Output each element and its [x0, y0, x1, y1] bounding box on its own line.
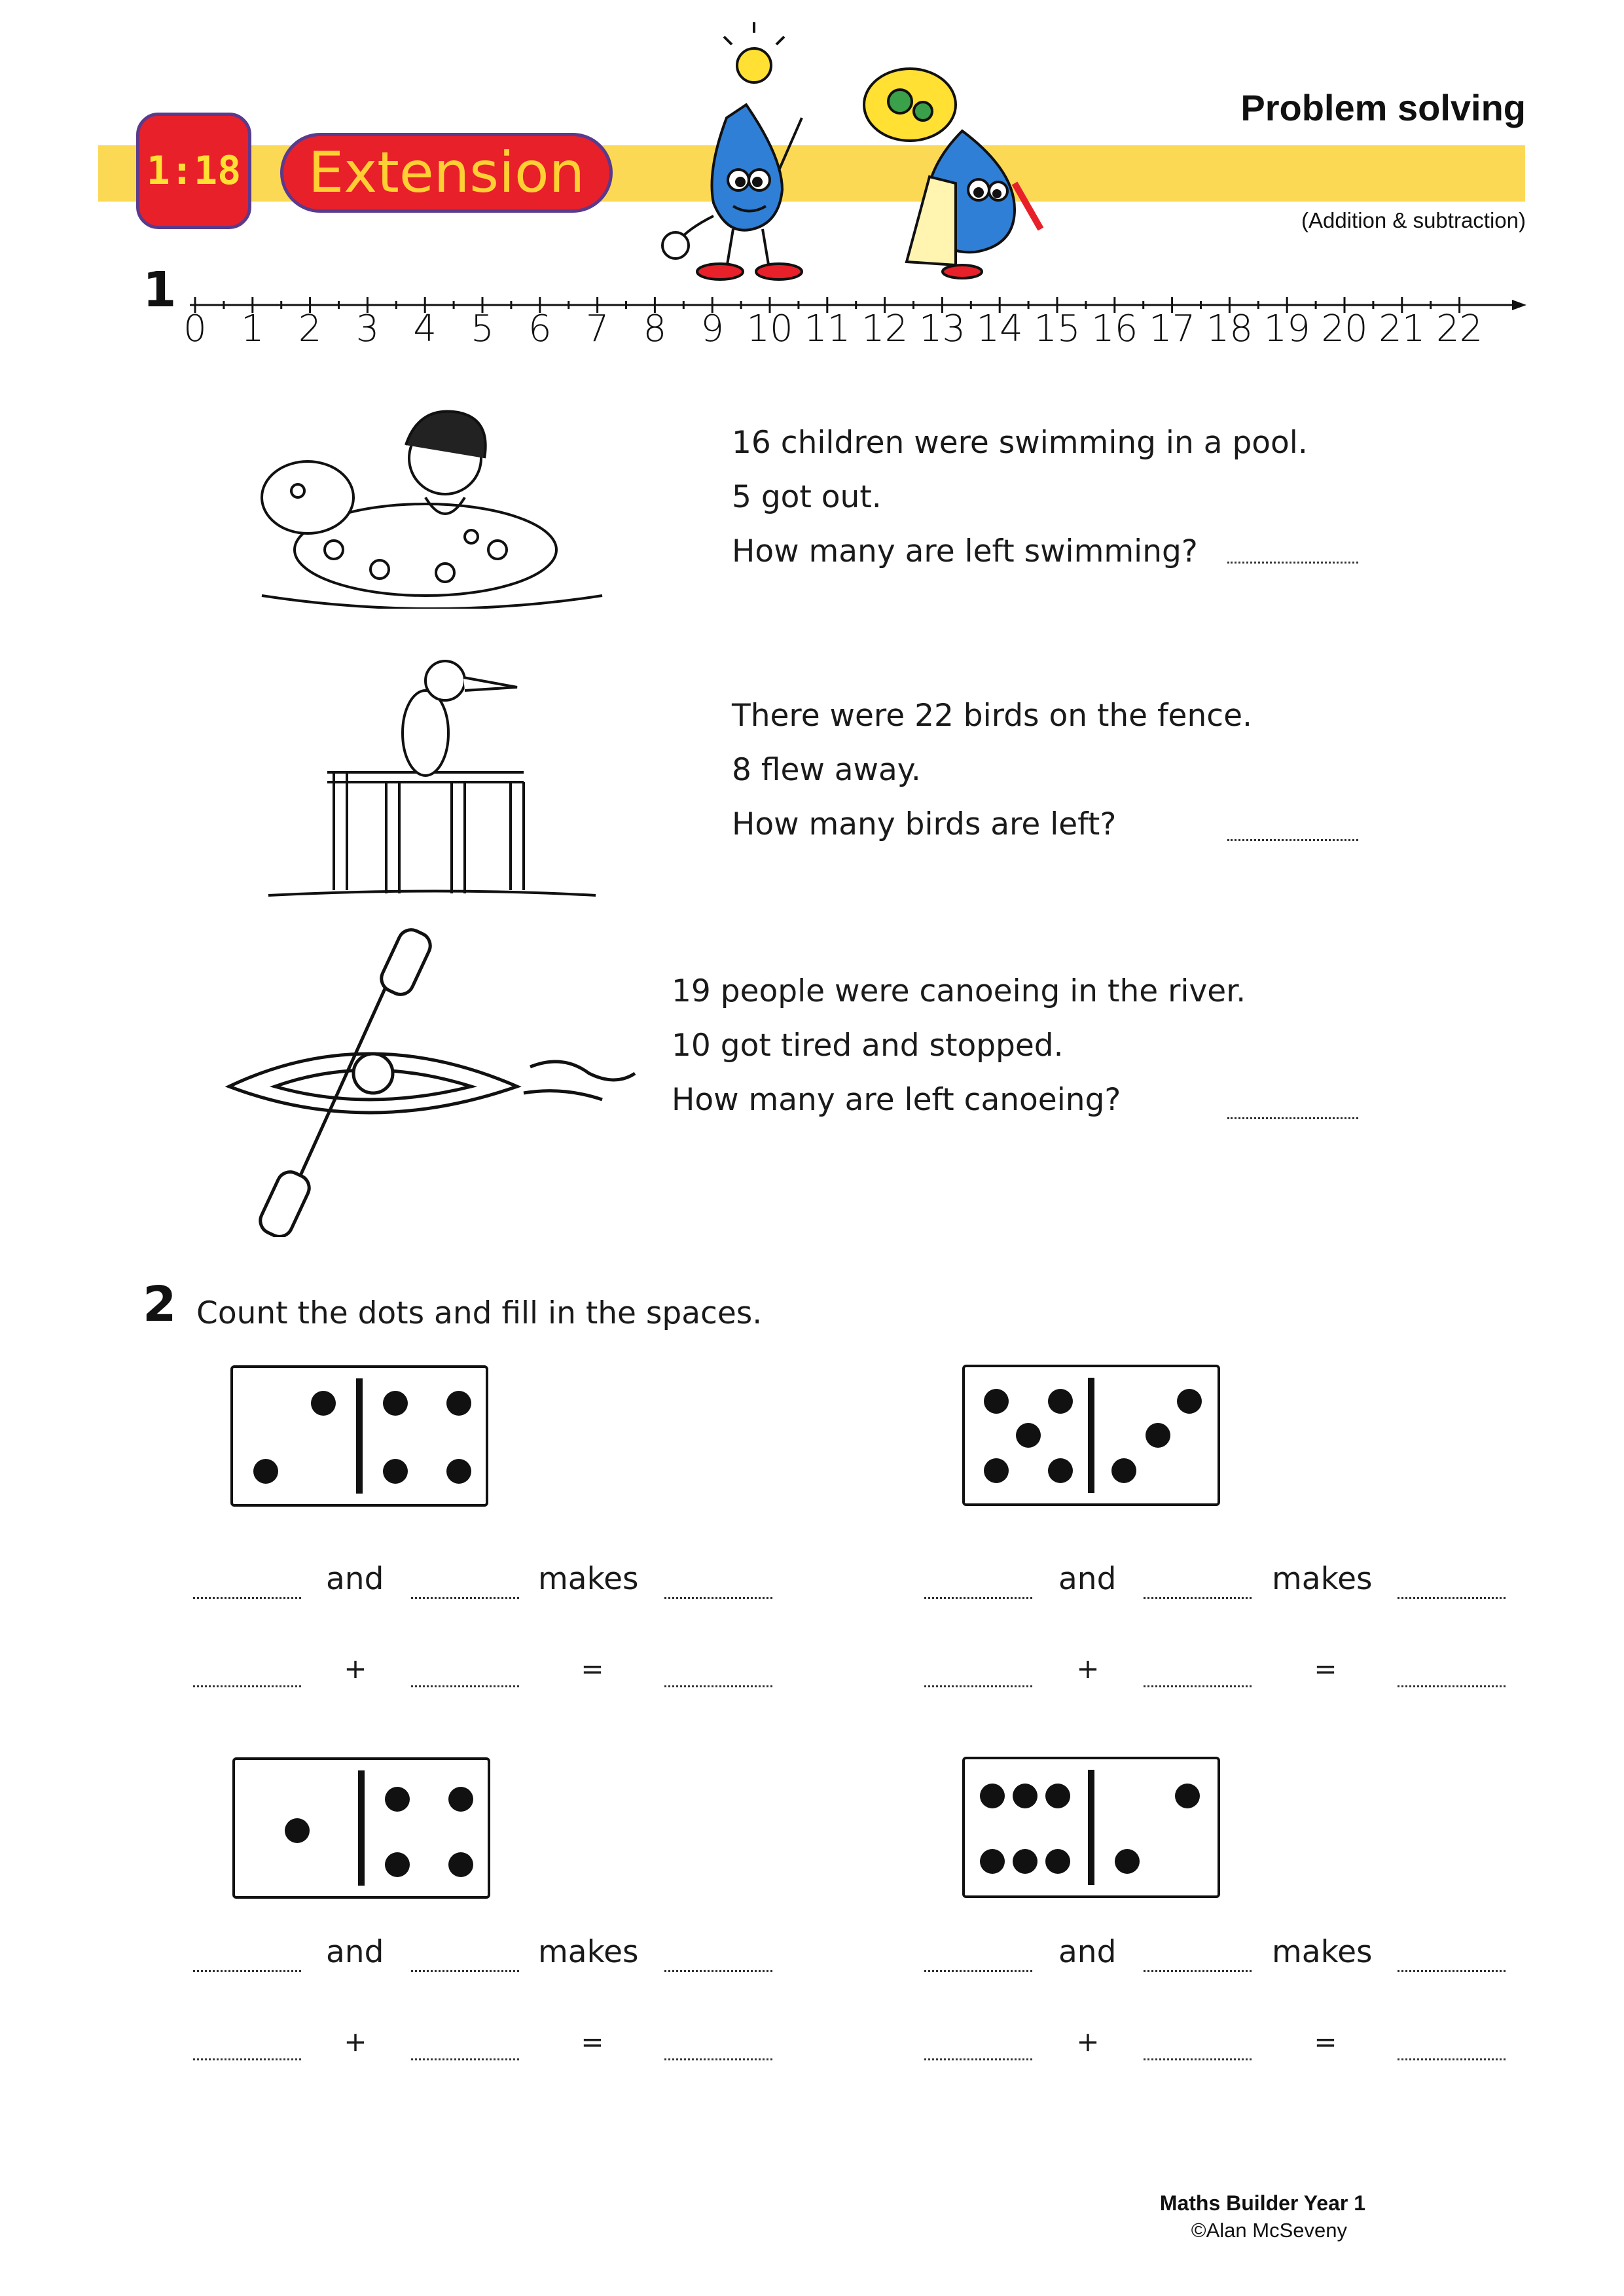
number-line-label: 1 — [240, 308, 264, 350]
blank-d1-f[interactable] — [664, 1685, 772, 1687]
makes-word: makes — [538, 1561, 639, 1597]
blank-d2-d[interactable] — [924, 1685, 1032, 1687]
blank-d1-e[interactable] — [411, 1685, 519, 1687]
domino-dot — [980, 1784, 1005, 1808]
problem-text-line: 5 got out. — [732, 479, 882, 515]
question-2-instruction: Count the dots and fill in the spaces. — [196, 1295, 763, 1331]
problem-text-line: There were 22 birds on the fence. — [732, 698, 1252, 734]
number-line-label: 9 — [700, 308, 725, 350]
number-line-label: 18 — [1206, 308, 1254, 350]
blank-d4-a[interactable] — [924, 1970, 1032, 1972]
number-line-label: 10 — [746, 308, 793, 350]
plus-sign: + — [1076, 1653, 1100, 1685]
blank-d3-b[interactable] — [411, 1970, 519, 1972]
domino-dot — [448, 1852, 473, 1877]
domino-dot — [1013, 1784, 1038, 1808]
domino-dot — [285, 1818, 310, 1843]
blank-d4-b[interactable] — [1144, 1970, 1252, 1972]
footer-book-title: Maths Builder Year 1 — [1159, 2191, 1365, 2215]
number-line-label: 6 — [528, 308, 552, 350]
domino-dot — [1013, 1849, 1038, 1874]
number-line-label: 19 — [1263, 308, 1310, 350]
domino-1 — [230, 1365, 488, 1507]
answer-blank-canoeing[interactable] — [1227, 1117, 1358, 1119]
domino-divider — [1088, 1378, 1094, 1493]
blank-d1-b[interactable] — [411, 1597, 519, 1599]
problem-text-line: 16 children were swimming in a pool. — [732, 425, 1308, 461]
equals-sign: = — [581, 1653, 604, 1685]
makes-word: makes — [1272, 1934, 1373, 1970]
number-line-label: 2 — [298, 308, 322, 350]
blank-d3-c[interactable] — [664, 1970, 772, 1972]
and-word: and — [1058, 1934, 1117, 1970]
number-line-label: 5 — [471, 308, 494, 350]
number-line-label: 7 — [585, 308, 609, 350]
domino-dot — [1146, 1423, 1170, 1448]
blank-d3-f[interactable] — [664, 2058, 772, 2060]
domino-dot — [1177, 1389, 1202, 1414]
number-line-label: 3 — [355, 308, 380, 350]
plus-sign: + — [1076, 2026, 1100, 2058]
plus-sign: + — [344, 1653, 367, 1685]
domino-dot — [1111, 1458, 1136, 1483]
makes-word: makes — [1272, 1561, 1373, 1597]
domino-dot — [446, 1391, 471, 1416]
domino-dot — [448, 1787, 473, 1812]
number-line-label: 15 — [1034, 308, 1081, 350]
domino-dot — [446, 1459, 471, 1484]
equals-sign: = — [581, 2026, 604, 2058]
domino-dot — [984, 1458, 1009, 1483]
problem-text-line: How many birds are left? — [732, 806, 1117, 842]
domino-dot — [1016, 1423, 1041, 1448]
number-line-label: 16 — [1091, 308, 1138, 350]
number-line-label: 22 — [1435, 308, 1483, 350]
and-word: and — [326, 1561, 384, 1597]
blank-d2-b[interactable] — [1144, 1597, 1252, 1599]
domino-dot — [1048, 1389, 1073, 1414]
domino-dot — [385, 1787, 410, 1812]
problem-text-line: 19 people were canoeing in the river. — [672, 973, 1246, 1009]
domino-dot — [383, 1459, 408, 1484]
number-line-label: 20 — [1321, 308, 1368, 350]
blank-d2-a[interactable] — [924, 1597, 1032, 1599]
domino-dot — [1045, 1784, 1070, 1808]
makes-word: makes — [538, 1934, 639, 1970]
domino-dot — [1045, 1849, 1070, 1874]
blank-d2-f[interactable] — [1398, 1685, 1506, 1687]
blank-d1-a[interactable] — [193, 1597, 301, 1599]
question-1-number: 1 — [143, 262, 177, 318]
number-line-label: 12 — [861, 308, 909, 350]
blank-d3-e[interactable] — [411, 2058, 519, 2060]
swimmer-illustration — [249, 386, 615, 609]
domino-3 — [232, 1757, 490, 1899]
lesson-badge: 1:18 — [136, 113, 251, 229]
and-word: and — [326, 1934, 384, 1970]
number-line-label: 21 — [1379, 308, 1426, 350]
blank-d4-c[interactable] — [1398, 1970, 1506, 1972]
number-line-label: 11 — [804, 308, 851, 350]
domino-dot — [980, 1849, 1005, 1874]
section-title: Problem solving — [1240, 87, 1526, 128]
domino-dot — [984, 1389, 1009, 1414]
answer-blank-swimming[interactable] — [1227, 562, 1358, 564]
blank-d1-c[interactable] — [664, 1597, 772, 1599]
blank-d4-e[interactable] — [1144, 2058, 1252, 2060]
domino-2 — [962, 1365, 1220, 1506]
problem-canoeing — [672, 964, 1246, 1127]
raindrop-characters-illustration — [648, 20, 1093, 281]
bird-on-fence-illustration — [255, 648, 622, 903]
blank-d4-f[interactable] — [1398, 2058, 1506, 2060]
blank-d2-e[interactable] — [1144, 1685, 1252, 1687]
problem-text-line: 8 flew away. — [732, 752, 921, 788]
domino-dot — [311, 1391, 336, 1416]
domino-dot — [1048, 1458, 1073, 1483]
blank-d3-a[interactable] — [193, 1970, 301, 1972]
domino-dot — [1175, 1784, 1200, 1808]
number-line-label: 13 — [918, 308, 966, 350]
number-line-label: 17 — [1148, 308, 1196, 350]
domino-divider — [1088, 1770, 1094, 1885]
blank-d1-d[interactable] — [193, 1685, 301, 1687]
domino-dot — [1115, 1849, 1140, 1874]
and-word: and — [1058, 1561, 1117, 1597]
canoe-illustration — [223, 923, 641, 1237]
number-line-label: 8 — [643, 308, 667, 350]
plus-sign: + — [344, 2026, 367, 2058]
domino-divider — [356, 1378, 363, 1494]
question-2-number: 2 — [143, 1276, 177, 1333]
domino-dot — [253, 1459, 278, 1484]
problem-text-line: How many are left swimming? — [732, 533, 1198, 569]
extension-title: Extension — [280, 133, 613, 213]
blank-d4-d[interactable] — [924, 2058, 1032, 2060]
domino-dot — [383, 1391, 408, 1416]
domino-4 — [962, 1757, 1220, 1898]
number-line-label: 4 — [413, 308, 437, 350]
blank-d3-d[interactable] — [193, 2058, 301, 2060]
section-subtitle: (Addition & subtraction) — [1301, 208, 1526, 232]
footer-author: ©Alan McSeveny — [1191, 2219, 1347, 2242]
problem-birds — [732, 689, 1252, 852]
domino-divider — [358, 1770, 365, 1886]
answer-blank-birds[interactable] — [1227, 839, 1358, 841]
problem-text-line: 10 got tired and stopped. — [672, 1028, 1064, 1064]
problem-text-line: How many are left canoeing? — [672, 1082, 1121, 1118]
number-line-label: 14 — [976, 308, 1023, 350]
equals-sign: = — [1314, 1653, 1337, 1685]
blank-d2-c[interactable] — [1398, 1597, 1506, 1599]
number-line-label: 0 — [183, 308, 207, 350]
equals-sign: = — [1314, 2026, 1337, 2058]
problem-swimming — [732, 416, 1308, 579]
domino-dot — [385, 1852, 410, 1877]
